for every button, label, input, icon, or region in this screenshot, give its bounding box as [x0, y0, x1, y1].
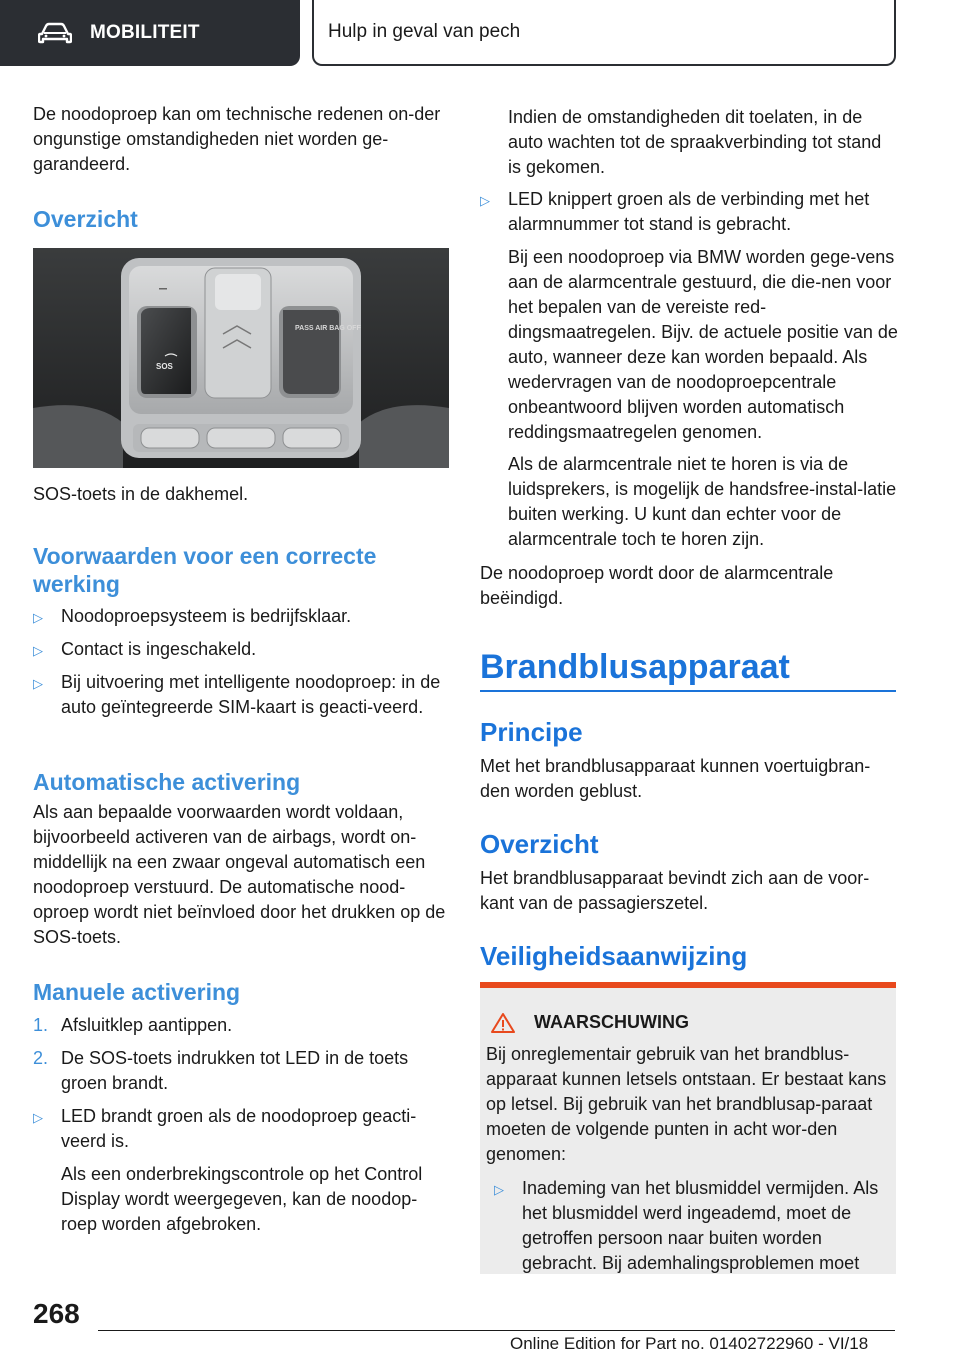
roof-console-illustration [33, 248, 449, 468]
list-item: ▷ Contact is ingeschakeld. [33, 637, 449, 663]
triangle-bullet-icon: ▷ [33, 610, 43, 625]
list-item: 1. Afsluitklep aantippen. [33, 1015, 233, 1035]
manual-activation-heading: Manuele activering [33, 979, 241, 1005]
sos-label: SOS [156, 362, 173, 371]
triangle-bullet-icon: ▷ [494, 1182, 504, 1197]
list-item: ▷ LED knippert groen als de verbinding met het alarmnummer tot stand is gebracht. [480, 187, 896, 237]
conditions-heading: Voorwaarden voor een correcte werking [33, 543, 377, 597]
safety-heading: Veiligheidsaanwijzing [480, 941, 748, 971]
overview-text: Het brandblusapparaat bevindt zich aan de voor-kant van de passagierszetel. [480, 868, 870, 913]
manual-note: Als een onderbrekingscontrole op het Control Display wordt weergegeven, kan de noodop-roep worden afgebroken. [61, 1164, 423, 1234]
list-item: ▷ Bij uitvoering met intelligente noodoproep: in de auto geïntegreerde SIM-kaart is geacti-veerd. [33, 670, 449, 720]
intro-paragraph: De noodoproep kan om technische redenen on-der ongunstige omstandigheden niet worden ge-garandeerd. [33, 104, 441, 174]
figure-caption: SOS-toets in de dakhemel. [33, 484, 249, 504]
principle-heading: Principe [480, 717, 583, 747]
triangle-bullet-icon: ▷ [480, 193, 490, 208]
end-text: De noodoproep wordt door de alarmcentrale beëindigd. [480, 563, 834, 608]
footer-edition: Online Edition for Part no. 01402722960 - VI/18 [510, 1334, 869, 1353]
chapter-tab[interactable] [0, 0, 300, 66]
auto-activation-text: Als aan bepaalde voorwaarden wordt voldaan, bijvoorbeeld activeren van de airbags, wordt on-middellijk na een zwaar ongeval automatisch een noodoproep verstuurd. De automatische nood-oproep wordt niet beïnvloed door het drukken op de SOS-toets. [33, 802, 446, 947]
warning-text: Bij onreglementair gebruik van het brandblus-apparaat kunnen letsels ontstaan. Er bestaat kans op letsel. Bij gebruik van het brandblusap-paraat moeten de volgende punten in acht wor-den genomen: [486, 1044, 887, 1164]
principle-text: Met het brandblusapparaat kunnen voertuigbran-den worden geblust. [480, 756, 871, 801]
list-item: ▷ LED brandt groen als de noodoproep geacti-veerd is. [33, 1104, 449, 1154]
auto-activation-heading: Automatische activering [33, 769, 301, 795]
chapter-tab-label: MOBILITEIT [90, 22, 200, 43]
continued-text: Indien de omstandigheden dit toelaten, in de auto wachten tot de spraakverbinding tot stand is gekomen. [508, 107, 882, 177]
section-header [312, 0, 896, 66]
triangle-bullet-icon: ▷ [33, 643, 43, 658]
page-title: Brandblusapparaat [480, 648, 790, 686]
warning-bar [480, 982, 896, 988]
triangle-bullet-icon: ▷ [33, 676, 43, 691]
page-number: 268 [33, 1298, 80, 1329]
warning-box [480, 982, 896, 1274]
section-title: Hulp in geval van pech [328, 21, 521, 42]
overview-heading: Overzicht [33, 206, 138, 232]
warning-title: WAARSCHUWING [490, 1010, 689, 1035]
bmw-note: Bij een noodoproep via BMW worden gege-vens aan de alarmcentrale gestuurd, die die-nen voor het bepalen van de vereiste red-dingsmaatregelen. Bijv. de actuele positie van de auto, wanneer deze kan worden bepaald. Als wedervragen van de noodoproepcentrale onbeantwoord blijven worden automatisch reddingsmaatregelen genomen. [508, 247, 898, 442]
warning-triangle-icon [490, 1012, 516, 1034]
passenger-airbag-label: PASS AIR BAG OFF [295, 325, 361, 332]
list-item: ▷ Inademing van het blusmiddel vermijden. Als het blusmiddel werd ingeademd, moet de getroffen persoon naar buiten worden gebracht. Bij ademhalingsproblemen moet [494, 1176, 890, 1276]
triangle-bullet-icon: ▷ [33, 1110, 43, 1125]
list-item: ▷ Noodoproepsysteem is bedrijfsklaar. [33, 604, 449, 630]
list-item: 2. De SOS-toets indrukken tot LED in de toets groen brandt. [33, 1048, 409, 1093]
title-rule [480, 690, 896, 692]
footer-rule [98, 1330, 895, 1331]
sos-button-figure [33, 248, 449, 468]
overview-heading-right: Overzicht [480, 829, 599, 859]
car-icon [38, 22, 72, 44]
speaker-note: Als de alarmcentrale niet te horen is via de luidsprekers, is mogelijk de handsfree-instal-latie buiten werking. U kunt dan echter voor de alarmcentrale toch te horen zijn. [508, 454, 897, 549]
